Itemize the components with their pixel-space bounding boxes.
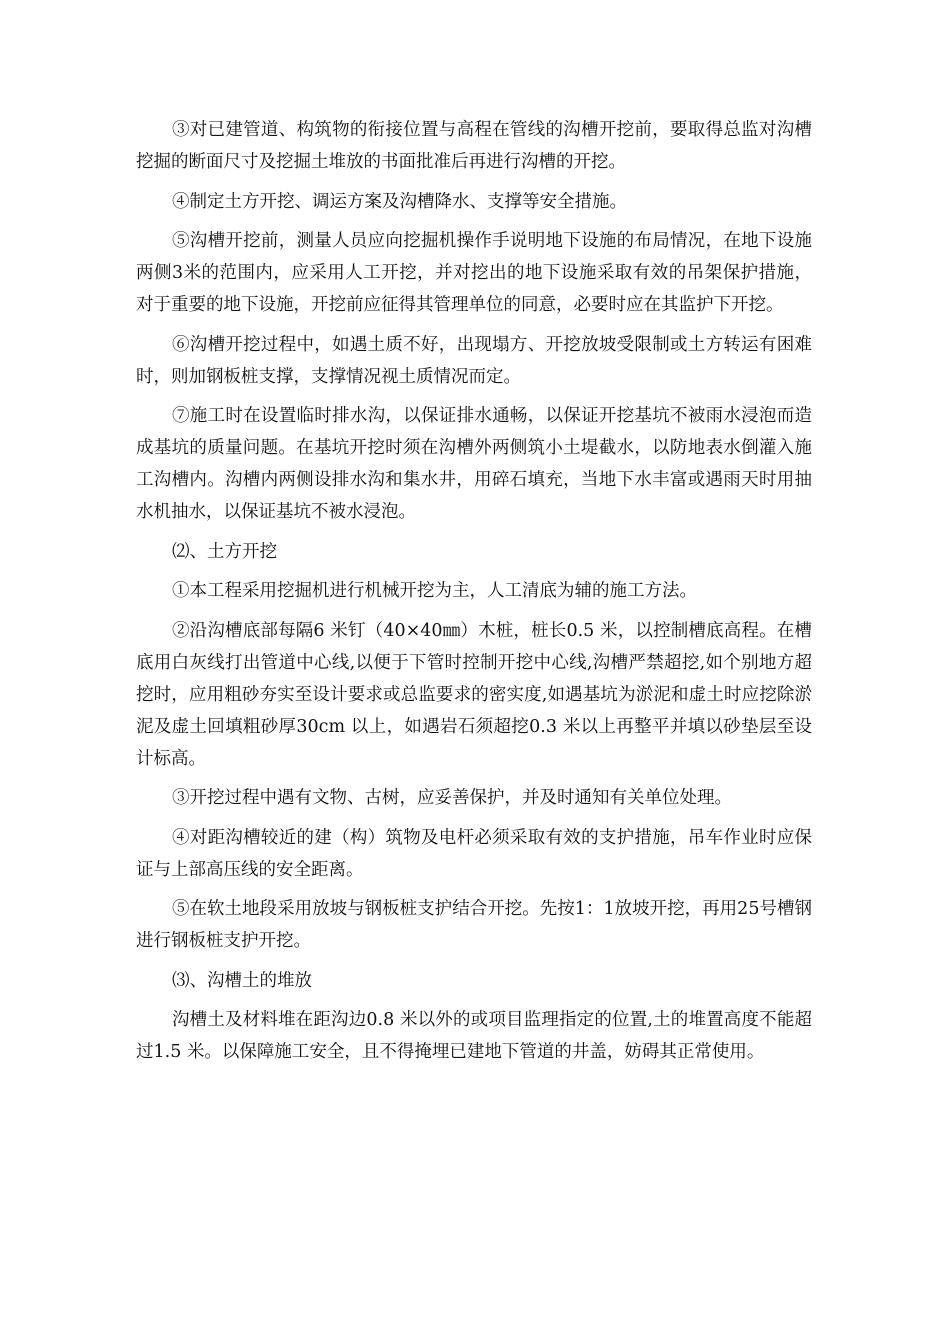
paragraph-item-7-drainage: ⑦施工时在设置临时排水沟，以保证排水通畅，以保证开挖基坑不被雨水浸泡而造成基坑的质量问题。在基坑开挖时须在沟槽外两侧筑小土堤截水，以防地表水倒灌入施工沟槽内。沟槽内两侧设排水沟和集水井，用碎石填充，当地下水丰富或遇雨天时用抽水机抽水，以保证基坑不被水浸泡。 xyxy=(136,406,812,522)
paragraph-item-4-safety-plan: ④制定土方开挖、调运方案及沟槽降水、支撑等安全措施。 xyxy=(172,191,627,212)
paragraph-item-6-sheet-pile-support: ⑥沟槽开挖过程中，如遇土质不好，出现塌方、开挖放坡受限制或土方转运有困难时，则加钢板桩支撑，支撑情况视土质情况而定。 xyxy=(136,334,812,387)
paragraph-item-1-method: ①本工程采用挖掘机进行机械开挖为主，人工清底为辅的施工方法。 xyxy=(172,581,697,601)
paragraph-soil-stacking: 沟槽土及材料堆在距沟边0.8 米以外的或项目监理指定的位置,土的堆置高度不能超过1.5 米。以保障施工安全，且不得掩埋已建地下管道的井盖，妨碍其正常使用。 xyxy=(136,1010,812,1062)
paragraph-item-3-connection: ③对已建管道、构筑物的衔接位置与高程在管线的沟槽开挖前，要取得总监对沟槽挖掘的断面尺寸及挖掘土堆放的书面批准后再进行沟槽的开挖。 xyxy=(136,120,812,172)
paragraph-item-5-soft-soil: ⑤在软土地段采用放坡与钢板桩支护结合开挖。先按1：1放坡开挖，再用25号槽钢进行钢板桩支护开挖。 xyxy=(136,899,812,951)
paragraph-item-4-nearby-structures: ④对距沟槽较近的建（构）筑物及电杆必须采取有效的支护措施，吊车作业时应保证与上部高压线的安全距离。 xyxy=(136,827,812,880)
paragraph-item-2-elevation-control: ②沿沟槽底部每隔6 米钉（40×40㎜）木桩，桩长0.5 米，以控制槽底高程。在槽底用白灰线打出管道中心线,以便于下管时控制开挖中心线,沟槽严禁超挖,如个别地方超挖时，应用粗砂夯实至设计要求或总监要求的密实度,如遇基坑为淤泥和虚土时应挖除淤泥及虚土回填粗砂厚30cm 以上，如遇岩石须超挖0.3 米以上再整平并填以砂垫层至设计标高。 xyxy=(136,620,812,769)
section-heading-earthwork-excavation: ⑵、土方开挖 xyxy=(172,541,277,562)
section-heading-soil-stacking: ⑶、沟槽土的堆放 xyxy=(172,970,312,991)
paragraph-item-5-underground-facilities: ⑤沟槽开挖前，测量人员应向挖掘机操作手说明地下设施的布局情况，在地下设施两侧3米的范围内，应采用人工开挖，并对挖出的地下设施采取有效的吊架保护措施，对于重要的地下设施，开挖前应征得其管理单位的同意，必要时应在其监护下开挖。 xyxy=(136,231,812,315)
paragraph-item-3-relics: ③开挖过程中遇有文物、古树，应妥善保护，并及时通知有关单位处理。 xyxy=(172,788,732,808)
document-body xyxy=(136,114,812,1076)
